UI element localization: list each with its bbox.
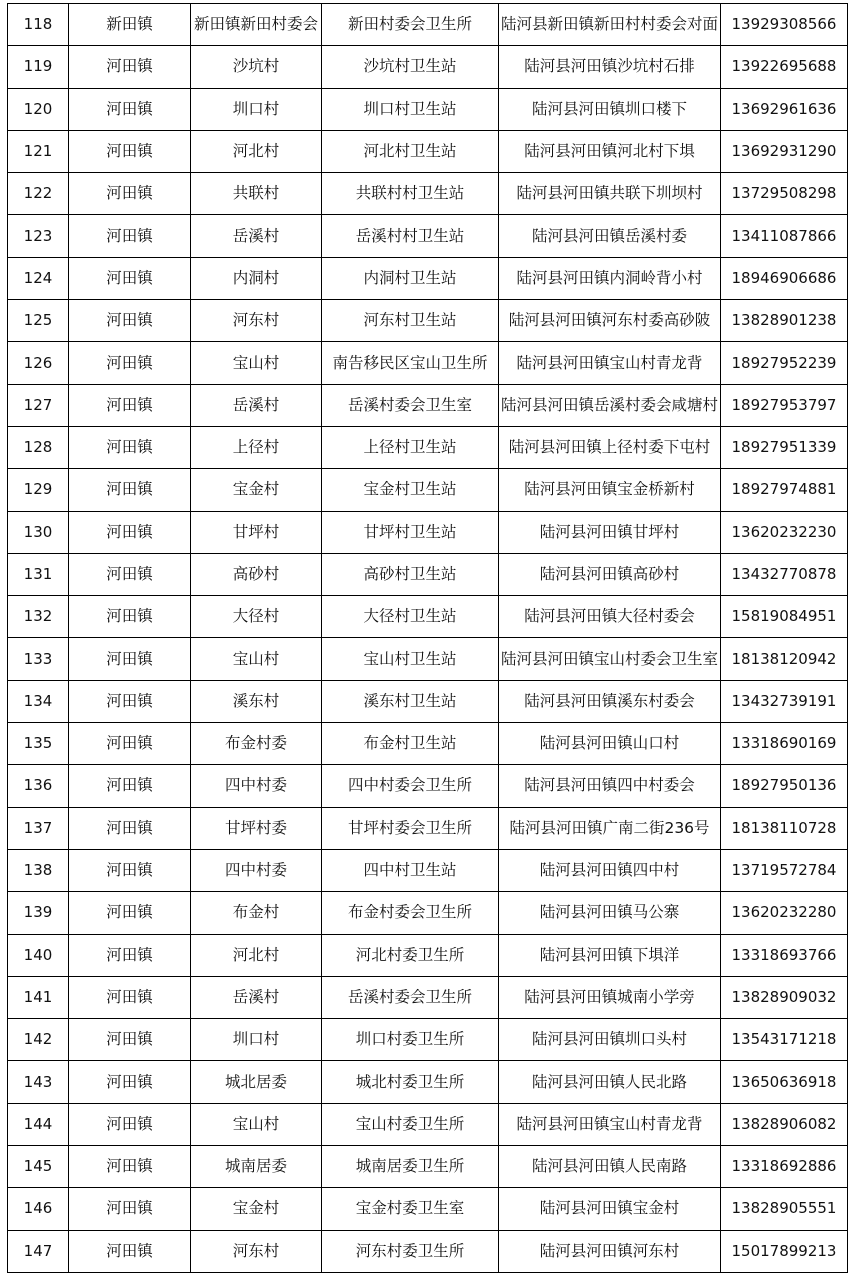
cell-phone: 13692961636	[721, 88, 848, 130]
cell-clinic-name: 大径村卫生站	[322, 596, 499, 638]
table-row	[8, 723, 848, 765]
cell-clinic-name: 四中村委会卫生所	[322, 765, 499, 807]
cell-town: 河田镇	[69, 596, 191, 638]
cell-town: 河田镇	[69, 1146, 191, 1188]
cell-town: 河田镇	[69, 215, 191, 257]
cell-address: 陆河县河田镇高砂村	[499, 553, 721, 595]
cell-phone: 18927950136	[721, 765, 848, 807]
table-row	[8, 469, 848, 511]
cell-phone: 18946906686	[721, 257, 848, 299]
table-row	[8, 680, 848, 722]
cell-address: 陆河县河田镇人民北路	[499, 1061, 721, 1103]
cell-address: 陆河县河田镇溪东村委会	[499, 680, 721, 722]
cell-clinic-name: 城南居委卫生所	[322, 1146, 499, 1188]
table-row	[8, 934, 848, 976]
cell-phone: 13411087866	[721, 215, 848, 257]
table-row	[8, 765, 848, 807]
cell-town: 河田镇	[69, 723, 191, 765]
cell-row-number: 125	[8, 300, 69, 342]
cell-clinic-name: 内洞村卫生站	[322, 257, 499, 299]
cell-village: 沙坑村	[191, 46, 322, 88]
cell-village: 圳口村	[191, 1019, 322, 1061]
cell-village: 内洞村	[191, 257, 322, 299]
cell-village: 城北居委	[191, 1061, 322, 1103]
cell-phone: 18927952239	[721, 342, 848, 384]
cell-row-number: 131	[8, 553, 69, 595]
cell-town: 河田镇	[69, 849, 191, 891]
table-row	[8, 88, 848, 130]
cell-village: 甘坪村委	[191, 807, 322, 849]
cell-village: 新田镇新田村委会	[191, 4, 322, 46]
cell-address: 陆河县河田镇共联下圳坝村	[499, 173, 721, 215]
cell-phone: 13828906082	[721, 1103, 848, 1145]
cell-phone: 13922695688	[721, 46, 848, 88]
cell-phone: 13432770878	[721, 553, 848, 595]
cell-row-number: 128	[8, 426, 69, 468]
cell-clinic-name: 河北村委卫生所	[322, 934, 499, 976]
cell-address: 陆河县河田镇河东村	[499, 1230, 721, 1272]
cell-village: 河东村	[191, 1230, 322, 1272]
cell-village: 布金村	[191, 892, 322, 934]
cell-phone: 13318692886	[721, 1146, 848, 1188]
cell-phone: 13729508298	[721, 173, 848, 215]
cell-address: 陆河县河田镇宝山村委会卫生室	[499, 638, 721, 680]
cell-phone: 13828901238	[721, 300, 848, 342]
table-row	[8, 849, 848, 891]
cell-town: 河田镇	[69, 1188, 191, 1230]
cell-phone: 15819084951	[721, 596, 848, 638]
cell-address: 陆河县河田镇宝山村青龙背	[499, 342, 721, 384]
cell-phone: 13719572784	[721, 849, 848, 891]
cell-town: 河田镇	[69, 46, 191, 88]
table-row	[8, 1188, 848, 1230]
cell-clinic-name: 南告移民区宝山卫生所	[322, 342, 499, 384]
cell-address: 陆河县河田镇下埧洋	[499, 934, 721, 976]
cell-phone: 13318693766	[721, 934, 848, 976]
cell-clinic-name: 岳溪村村卫生站	[322, 215, 499, 257]
cell-town: 河田镇	[69, 807, 191, 849]
cell-village: 河北村	[191, 934, 322, 976]
cell-village: 溪东村	[191, 680, 322, 722]
cell-address: 陆河县河田镇河北村下埧	[499, 130, 721, 172]
table-row	[8, 215, 848, 257]
cell-village: 河北村	[191, 130, 322, 172]
cell-phone: 13692931290	[721, 130, 848, 172]
cell-address: 陆河县河田镇内洞岭背小村	[499, 257, 721, 299]
cell-town: 河田镇	[69, 934, 191, 976]
cell-clinic-name: 河东村委卫生所	[322, 1230, 499, 1272]
cell-phone: 13650636918	[721, 1061, 848, 1103]
cell-clinic-name: 上径村卫生站	[322, 426, 499, 468]
cell-row-number: 139	[8, 892, 69, 934]
cell-phone: 13828905551	[721, 1188, 848, 1230]
cell-phone: 18927953797	[721, 384, 848, 426]
cell-village: 岳溪村	[191, 215, 322, 257]
cell-row-number: 129	[8, 469, 69, 511]
cell-clinic-name: 溪东村卫生站	[322, 680, 499, 722]
cell-clinic-name: 岳溪村委会卫生室	[322, 384, 499, 426]
cell-phone: 13620232280	[721, 892, 848, 934]
cell-village: 宝山村	[191, 1103, 322, 1145]
cell-phone: 13543171218	[721, 1019, 848, 1061]
cell-town: 河田镇	[69, 300, 191, 342]
cell-town: 河田镇	[69, 511, 191, 553]
cell-clinic-name: 宝金村卫生站	[322, 469, 499, 511]
cell-clinic-name: 宝山村委卫生所	[322, 1103, 499, 1145]
cell-clinic-name: 布金村卫生站	[322, 723, 499, 765]
cell-row-number: 127	[8, 384, 69, 426]
table-row	[8, 596, 848, 638]
table-row	[8, 1019, 848, 1061]
table-row	[8, 384, 848, 426]
cell-phone: 18138120942	[721, 638, 848, 680]
cell-row-number: 144	[8, 1103, 69, 1145]
cell-village: 城南居委	[191, 1146, 322, 1188]
cell-address: 陆河县河田镇宝山村青龙背	[499, 1103, 721, 1145]
cell-address: 陆河县河田镇甘坪村	[499, 511, 721, 553]
cell-row-number: 137	[8, 807, 69, 849]
cell-town: 河田镇	[69, 1230, 191, 1272]
table-row	[8, 4, 848, 46]
cell-town: 河田镇	[69, 342, 191, 384]
cell-address: 陆河县河田镇河东村委高砂陂	[499, 300, 721, 342]
cell-phone: 15017899213	[721, 1230, 848, 1272]
cell-row-number: 136	[8, 765, 69, 807]
table-row	[8, 1061, 848, 1103]
cell-address: 陆河县河田镇圳口头村	[499, 1019, 721, 1061]
table-row	[8, 892, 848, 934]
cell-clinic-name: 沙坑村卫生站	[322, 46, 499, 88]
cell-clinic-name: 共联村村卫生站	[322, 173, 499, 215]
cell-clinic-name: 岳溪村委会卫生所	[322, 976, 499, 1018]
cell-row-number: 140	[8, 934, 69, 976]
cell-town: 河田镇	[69, 1103, 191, 1145]
table-row	[8, 257, 848, 299]
cell-clinic-name: 布金村委会卫生所	[322, 892, 499, 934]
cell-clinic-name: 河东村卫生站	[322, 300, 499, 342]
cell-clinic-name: 宝山村卫生站	[322, 638, 499, 680]
table-row	[8, 1103, 848, 1145]
cell-row-number: 122	[8, 173, 69, 215]
table-row	[8, 130, 848, 172]
cell-address: 陆河县河田镇四中村委会	[499, 765, 721, 807]
cell-row-number: 142	[8, 1019, 69, 1061]
table-row	[8, 426, 848, 468]
cell-phone: 13828909032	[721, 976, 848, 1018]
cell-village: 河东村	[191, 300, 322, 342]
cell-town: 河田镇	[69, 553, 191, 595]
cell-address: 陆河县河田镇人民南路	[499, 1146, 721, 1188]
table-row	[8, 173, 848, 215]
cell-row-number: 133	[8, 638, 69, 680]
table-row	[8, 1230, 848, 1272]
cell-phone: 18927951339	[721, 426, 848, 468]
cell-town: 河田镇	[69, 88, 191, 130]
cell-town: 河田镇	[69, 765, 191, 807]
cell-clinic-name: 河北村卫生站	[322, 130, 499, 172]
cell-town: 河田镇	[69, 680, 191, 722]
cell-town: 河田镇	[69, 426, 191, 468]
cell-town: 河田镇	[69, 469, 191, 511]
cell-address: 陆河县河田镇上径村委下屯村	[499, 426, 721, 468]
cell-town: 新田镇	[69, 4, 191, 46]
cell-address: 陆河县河田镇圳口楼下	[499, 88, 721, 130]
cell-address: 陆河县新田镇新田村村委会对面	[499, 4, 721, 46]
table-row	[8, 807, 848, 849]
cell-row-number: 143	[8, 1061, 69, 1103]
cell-clinic-name: 高砂村卫生站	[322, 553, 499, 595]
cell-row-number: 126	[8, 342, 69, 384]
cell-row-number: 124	[8, 257, 69, 299]
cell-row-number: 132	[8, 596, 69, 638]
cell-village: 上径村	[191, 426, 322, 468]
cell-row-number: 121	[8, 130, 69, 172]
table-row	[8, 553, 848, 595]
cell-town: 河田镇	[69, 173, 191, 215]
cell-row-number: 141	[8, 976, 69, 1018]
cell-clinic-name: 圳口村委卫生所	[322, 1019, 499, 1061]
cell-row-number: 118	[8, 4, 69, 46]
cell-town: 河田镇	[69, 257, 191, 299]
cell-address: 陆河县河田镇岳溪村委	[499, 215, 721, 257]
table-row	[8, 638, 848, 680]
cell-town: 河田镇	[69, 638, 191, 680]
cell-clinic-name: 圳口村卫生站	[322, 88, 499, 130]
cell-town: 河田镇	[69, 130, 191, 172]
cell-village: 宝山村	[191, 342, 322, 384]
cell-row-number: 147	[8, 1230, 69, 1272]
cell-clinic-name: 甘坪村委会卫生所	[322, 807, 499, 849]
cell-phone: 13929308566	[721, 4, 848, 46]
cell-village: 四中村委	[191, 765, 322, 807]
clinic-table	[7, 3, 848, 1273]
cell-phone: 18927974881	[721, 469, 848, 511]
cell-row-number: 146	[8, 1188, 69, 1230]
cell-village: 宝金村	[191, 1188, 322, 1230]
table-row	[8, 46, 848, 88]
cell-address: 陆河县河田镇宝金桥新村	[499, 469, 721, 511]
table-body	[8, 4, 848, 1273]
cell-town: 河田镇	[69, 892, 191, 934]
cell-village: 宝金村	[191, 469, 322, 511]
cell-town: 河田镇	[69, 976, 191, 1018]
table-row	[8, 511, 848, 553]
table-row	[8, 1146, 848, 1188]
cell-town: 河田镇	[69, 1061, 191, 1103]
cell-phone: 13432739191	[721, 680, 848, 722]
cell-address: 陆河县河田镇山口村	[499, 723, 721, 765]
cell-row-number: 134	[8, 680, 69, 722]
table-row	[8, 300, 848, 342]
cell-village: 大径村	[191, 596, 322, 638]
cell-row-number: 135	[8, 723, 69, 765]
cell-address: 陆河县河田镇四中村	[499, 849, 721, 891]
cell-phone: 13318690169	[721, 723, 848, 765]
cell-village: 宝山村	[191, 638, 322, 680]
cell-clinic-name: 新田村委会卫生所	[322, 4, 499, 46]
cell-village: 布金村委	[191, 723, 322, 765]
cell-address: 陆河县河田镇马公寨	[499, 892, 721, 934]
cell-address: 陆河县河田镇宝金村	[499, 1188, 721, 1230]
cell-row-number: 145	[8, 1146, 69, 1188]
cell-address: 陆河县河田镇大径村委会	[499, 596, 721, 638]
cell-row-number: 130	[8, 511, 69, 553]
cell-phone: 13620232230	[721, 511, 848, 553]
table-row	[8, 976, 848, 1018]
table-row	[8, 342, 848, 384]
cell-address: 陆河县河田镇城南小学旁	[499, 976, 721, 1018]
cell-phone: 18138110728	[721, 807, 848, 849]
cell-town: 河田镇	[69, 1019, 191, 1061]
cell-address: 陆河县河田镇沙坑村石排	[499, 46, 721, 88]
cell-village: 甘坪村	[191, 511, 322, 553]
cell-clinic-name: 城北村委卫生所	[322, 1061, 499, 1103]
cell-row-number: 138	[8, 849, 69, 891]
cell-clinic-name: 甘坪村卫生站	[322, 511, 499, 553]
cell-clinic-name: 四中村卫生站	[322, 849, 499, 891]
cell-address: 陆河县河田镇岳溪村委会咸塘村	[499, 384, 721, 426]
cell-row-number: 119	[8, 46, 69, 88]
cell-address: 陆河县河田镇广南二街236号	[499, 807, 721, 849]
cell-row-number: 120	[8, 88, 69, 130]
cell-village: 四中村委	[191, 849, 322, 891]
cell-village: 岳溪村	[191, 976, 322, 1018]
cell-village: 岳溪村	[191, 384, 322, 426]
cell-town: 河田镇	[69, 384, 191, 426]
cell-village: 圳口村	[191, 88, 322, 130]
cell-clinic-name: 宝金村委卫生室	[322, 1188, 499, 1230]
cell-village: 共联村	[191, 173, 322, 215]
cell-village: 高砂村	[191, 553, 322, 595]
cell-row-number: 123	[8, 215, 69, 257]
